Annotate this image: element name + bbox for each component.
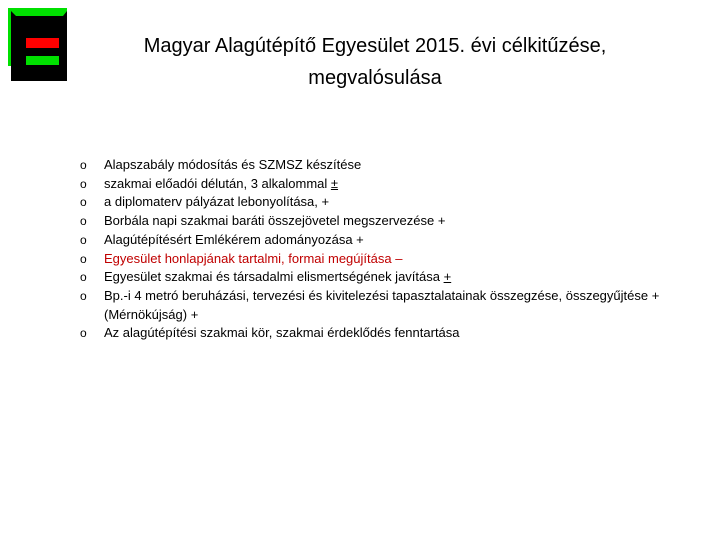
- list-item: [80, 175, 700, 194]
- item-mark: +: [443, 269, 452, 285]
- bullet-icon: o: [80, 158, 87, 172]
- list-item: [80, 231, 700, 250]
- list-item-highlighted: [80, 250, 700, 269]
- bullet-icon: o: [80, 251, 87, 266]
- item-text: a diplomaterv pályázat lebonyolítása, +: [104, 194, 330, 210]
- bullet-icon: o: [80, 326, 87, 341]
- item-text: Egyesület honlapjának tartalmi, formai megújítása –: [104, 250, 403, 266]
- goals-list: [80, 156, 700, 343]
- item-text: Egyesület szakmai és társadalmi elismertségének javítása: [104, 269, 444, 285]
- bullet-icon: o: [80, 288, 87, 303]
- list-item: [80, 212, 700, 231]
- list-item: [80, 268, 700, 287]
- item-text: Alagútépítésért Emlékérem adományozása +: [104, 231, 364, 247]
- item-text: Az alagútépítési szakmai kör, szakmai érdeklődés fenntartása: [104, 325, 460, 341]
- item-text: Alapszabály módosítás és SZMSZ készítése: [104, 157, 362, 172]
- bullet-icon: o: [80, 214, 87, 229]
- list-item: [80, 193, 700, 212]
- page-title: Magyar Alagútépítő Egyesület 2015. évi célkitűzése, megvalósulása: [143, 35, 607, 89]
- organization-logo: [8, 8, 67, 81]
- bullet-icon: o: [80, 195, 87, 210]
- item-text: Borbála napi szakmai baráti összejövetel megszervezése +: [104, 213, 446, 229]
- logo-red-bar: [26, 38, 59, 48]
- list-item: [80, 324, 700, 343]
- bullet-icon: o: [80, 270, 87, 285]
- item-mark: ±: [330, 175, 339, 191]
- bullet-icon: o: [80, 232, 87, 247]
- item-text: Bp.-i 4 metró beruházási, tervezési és kivitelezési tapasztalatainak összegzése, összegyűjtése + (Mérnökújság) +: [104, 287, 660, 322]
- logo-green-top-edge: [11, 11, 67, 16]
- logo-green-bar: [26, 56, 59, 65]
- bullet-icon: o: [80, 176, 87, 191]
- list-item: [80, 287, 700, 324]
- list-item: [80, 156, 700, 175]
- item-text: szakmai előadói délután, 3 alkalommal: [104, 175, 331, 191]
